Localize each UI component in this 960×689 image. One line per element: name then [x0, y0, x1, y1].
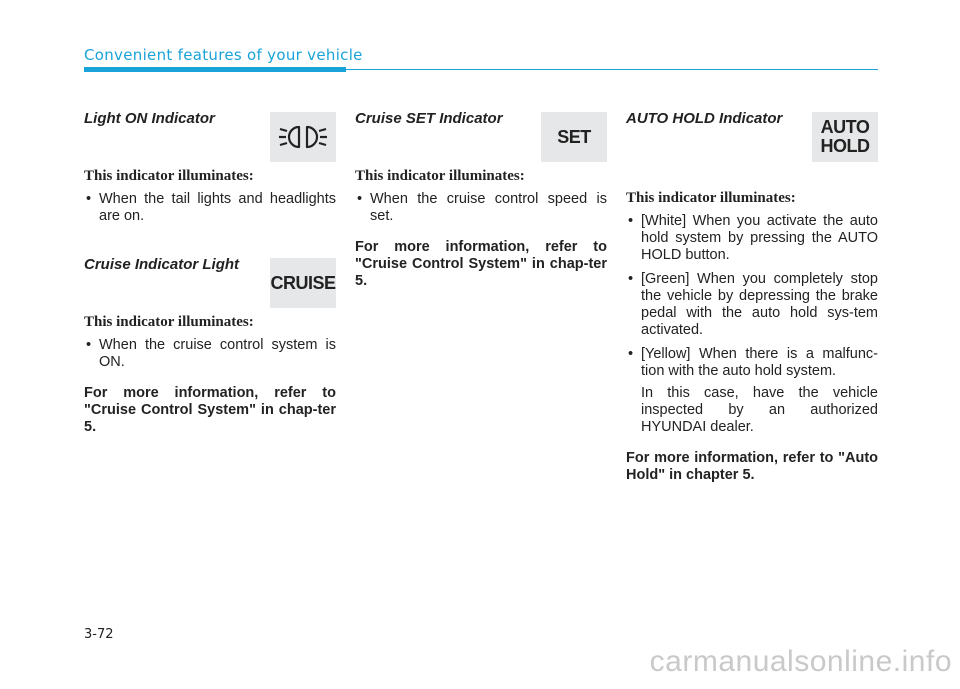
lead-text: This indicator illuminates:	[84, 168, 254, 184]
cruise-set-section	[355, 108, 607, 290]
set-badge-icon	[541, 112, 607, 162]
badge-label: CRUISE	[270, 272, 336, 293]
cruise-indicator-section	[84, 254, 336, 436]
section-title: Cruise SET Indicator	[355, 110, 503, 127]
page-number: 3-72	[84, 627, 114, 642]
auto-hold-section	[626, 108, 878, 484]
section-title: Cruise Indicator Light	[84, 256, 240, 273]
cruise-badge-icon	[270, 258, 336, 308]
list-item: • When the cruise control system is ON.	[84, 337, 336, 371]
reference-note: For more information, refer to "Auto Hold" in chapter 5.	[626, 450, 878, 483]
list-item: • [Green] When you completely stop the vehicle by depressing the brake pedal with the auto hold sys-tem activated.	[626, 271, 878, 339]
list-item: • [Yellow] When there is a malfunc-tion with the auto hold system.	[626, 346, 878, 380]
section-header-title: Convenient features of your vehicle	[84, 46, 363, 64]
list-item: • When the cruise control speed is set.	[355, 191, 607, 225]
list-item: • When the tail lights and headlights are on.	[84, 191, 336, 225]
reference-note: For more information, refer to "Cruise Control System" in chap-ter 5.	[355, 239, 607, 289]
header-rule	[346, 69, 878, 70]
bullet-list	[84, 337, 336, 371]
section-title: Light ON Indicator	[84, 110, 215, 127]
list-item: • [White] When you activate the auto hold system by pressing the AUTO HOLD button.	[626, 213, 878, 264]
header-accent-bar	[84, 67, 346, 72]
bullet-list	[626, 213, 878, 380]
dealer-note: In this case, have the vehicle inspected by an authorized HYUNDAI dealer.	[641, 385, 878, 435]
lead-text: This indicator illuminates:	[84, 314, 254, 330]
column-3	[626, 108, 878, 484]
bullet-list	[355, 191, 607, 225]
watermark: carmanualsonline.info	[649, 645, 952, 678]
badge-label: AUTO HOLD	[820, 117, 870, 156]
column-2	[355, 108, 607, 290]
reference-note: For more information, refer to "Cruise Control System" in chap-ter 5.	[84, 385, 336, 435]
auto-hold-badge-icon	[812, 112, 878, 162]
badge-label: SET	[557, 126, 591, 147]
light-on-section	[84, 108, 336, 225]
lead-text: This indicator illuminates:	[626, 190, 796, 206]
light-on-icon	[270, 112, 336, 162]
column-1	[84, 108, 336, 436]
bullet-list	[84, 191, 336, 225]
section-title: AUTO HOLD Indicator	[626, 110, 783, 127]
lead-text: This indicator illuminates:	[355, 168, 525, 184]
